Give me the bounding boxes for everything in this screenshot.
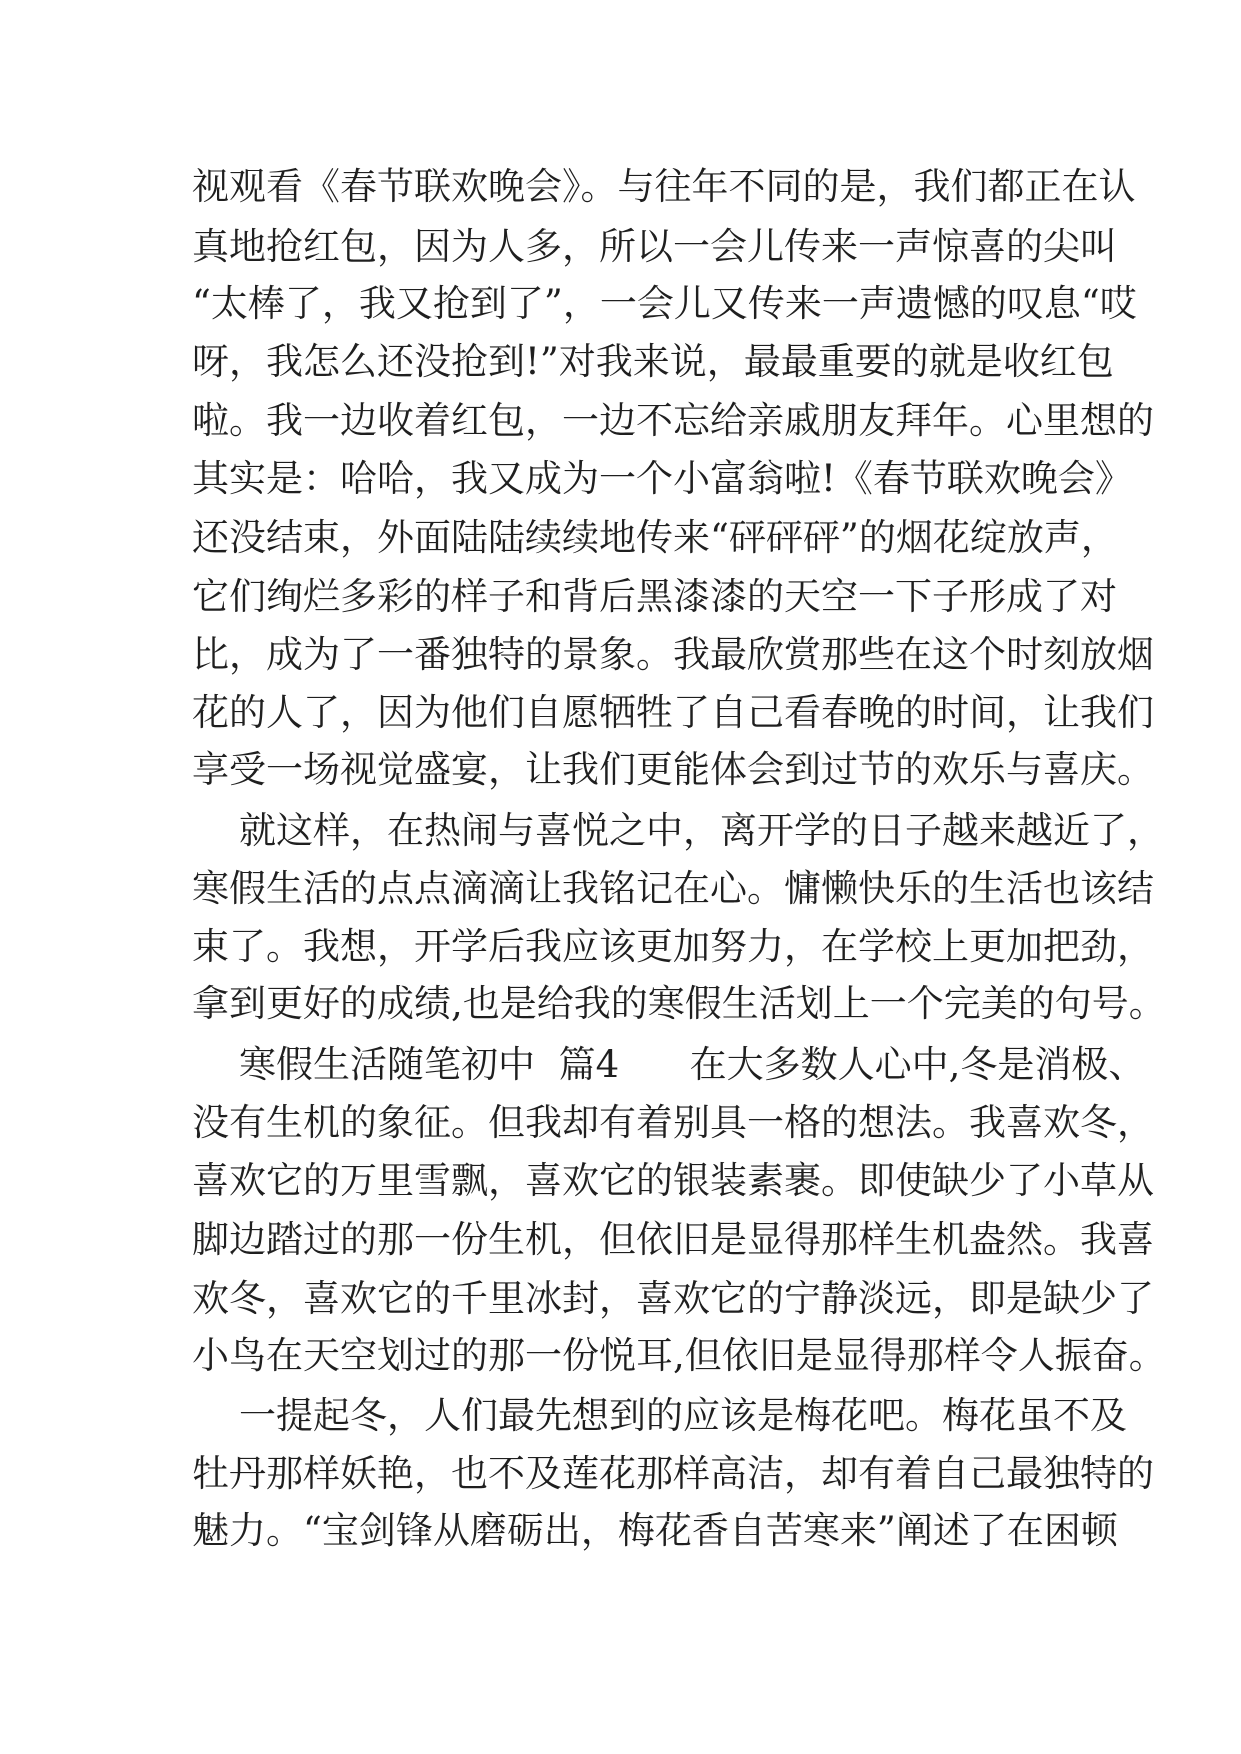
text-line: 呀，我怎么还没抢到!”对我来说，最最重要的就是收红包	[192, 340, 1114, 383]
text-line: 欢冬，喜欢它的千里冰封，喜欢它的宁静淡远，即是缺少了	[192, 1277, 1154, 1320]
text-line: 束了。我想，开学后我应该更加努力，在学校上更加把劲，	[192, 925, 1154, 968]
text-line: 啦。我一边收着红包，一边不忘给亲戚朋友拜年。心里想的	[192, 399, 1154, 442]
text-line: 魅力。“宝剑锋从磨砺出，梅花香自苦寒来”阐述了在困顿	[192, 1509, 1118, 1552]
text-line: 还没结束，外面陆陆续续地传来“砰砰砰”的烟花绽放声，	[192, 516, 1118, 559]
text-line: “太棒了，我又抢到了”，一会儿又传来一声遗憾的叹息“哎	[192, 282, 1137, 325]
text-line: 视观看《春节联欢晚会》。与往年不同的是，我们都正在认	[192, 165, 1136, 208]
text-line: 它们绚烂多彩的样子和背后黑漆漆的天空一下子形成了对	[192, 575, 1117, 618]
text-line: 比，成为了一番独特的景象。我最欣赏那些在这个时刻放烟	[192, 633, 1154, 676]
text-line: 拿到更好的成绩,也是给我的寒假生活划上一个完美的句号。	[192, 982, 1166, 1025]
text-line: 没有生机的象征。但我却有着别具一格的想法。我喜欢冬，	[192, 1101, 1154, 1144]
text-line: 喜欢它的万里雪飘，喜欢它的银装素裹。即使缺少了小草从	[192, 1159, 1154, 1202]
text-line: 寒假生活的点点滴滴让我铭记在心。慵懒快乐的生活也该结	[192, 867, 1154, 910]
text-line: 真地抢红包，因为人多，所以一会儿传来一声惊喜的尖叫	[192, 225, 1117, 268]
text-line: 小鸟在天空划过的那一份悦耳,但依旧是显得那样令人振奋。	[192, 1334, 1166, 1377]
text-line: 就这样，在热闹与喜悦之中，离开学的日子越来越近了，	[192, 809, 1165, 852]
text-line: 牡丹那样妖艳，也不及莲花那样高洁，却有着自己最独特的	[192, 1452, 1154, 1495]
text-line: 寒假生活随笔初中 篇4 在大多数人心中,冬是消极、	[192, 1043, 1146, 1086]
text-line: 其实是：哈哈，我又成为一个小富翁啦!《春节联欢晚会》	[192, 457, 1132, 500]
text-line: 脚边踏过的那一份生机，但依旧是显得那样生机盎然。我喜	[192, 1218, 1154, 1261]
text-line: 花的人了，因为他们自愿牺牲了自己看春晚的时间，让我们	[192, 691, 1154, 734]
text-line: 一提起冬，人们最先想到的应该是梅花吧。梅花虽不及	[192, 1394, 1128, 1437]
text-line: 享受一场视觉盛宴，让我们更能体会到过节的欢乐与喜庆。	[192, 748, 1154, 791]
